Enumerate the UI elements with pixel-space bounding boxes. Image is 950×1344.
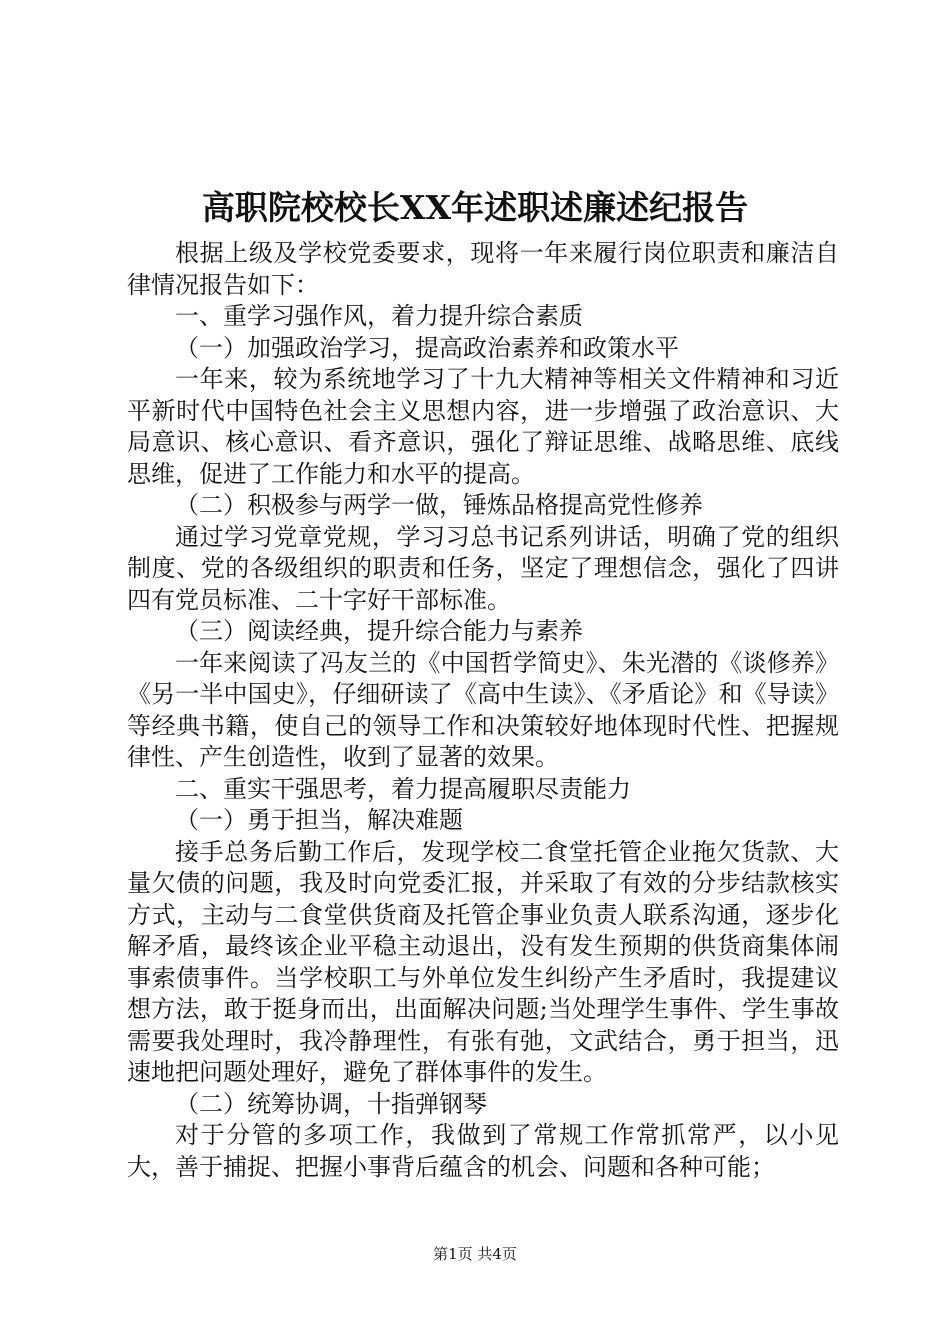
document-body bbox=[127, 238, 839, 1183]
subheading-1-2: （二）积极参与两学一做，锤炼品格提高党性修养 bbox=[175, 491, 703, 519]
page-footer: 第1页 共4页 bbox=[433, 1245, 517, 1263]
heading-section-1: 一、重学习强作风，着力提升综合素质 bbox=[175, 302, 583, 330]
subheading-2-1: （一）勇于担当，解决难题 bbox=[175, 806, 463, 834]
heading-section-2: 二、重实干强思考，着力提高履职尽责能力 bbox=[175, 774, 631, 803]
paragraph-2-2: 对于分管的多项工作，我做到了常规工作常抓常严，以小见大，善于捕捉、把握小事背后蕴含的机会、问题和各种可能； bbox=[127, 1121, 839, 1181]
subheading-1-1: （一）加强政治学习，提高政治素养和政策水平 bbox=[175, 333, 679, 362]
paragraph-2-1: 接手总务后勤工作后，发现学校二食堂托管企业拖欠货款、大量欠债的问题，我及时向党委汇报，并采取了有效的分步结款核实方式，主动与二食堂供货商及托管企事业负责人联系沟通，逐步化解矛盾，最终该企业平稳主动退出，没有发生预期的供货商集体闹事索债事件。当学校职工与外单位发生纠纷产生矛盾时，我提建议想方法，敢于挺身而出，出面解决问题;当处理学生事件、学生事故需要我处理时，我冷静理性，有张有弛，文武结合，勇于担当，迅速地把问题处理好，避免了群体事件的发生。 bbox=[127, 837, 839, 1086]
paragraph-1-3: 一年来阅读了冯友兰的《中国哲学简史》、朱光潜的《谈修养》《另一半中国史》，仔细研读了《高中生读》、《矛盾论》和《导读》等经典书籍，使自己的领导工作和决策较好地体现时代性、把握规律性、产生创造性，收到了显著的效果。 bbox=[127, 648, 839, 771]
subheading-2-2: （二）统筹协调，十指弹钢琴 bbox=[175, 1089, 487, 1118]
subheading-1-3: （三）阅读经典，提升综合能力与素养 bbox=[175, 617, 583, 645]
paragraph-intro: 根据上级及学校党委要求，现将一年来履行岗位职责和廉洁自律情况报告如下： bbox=[127, 239, 839, 299]
document-title: 高职院校校长XX年述职述廉述纪报告 bbox=[201, 188, 749, 227]
paragraph-1-2: 通过学习党章党规，学习习总书记系列讲话，明确了党的组织制度、党的各级组织的职责和任务，坚定了理想信念，强化了四讲四有党员标准、二十字好干部标准。 bbox=[127, 522, 839, 614]
paragraph-1-1: 一年来，较为系统地学习了十九大精神等相关文件精神和习近平新时代中国特色社会主义思想内容，进一步增强了政治意识、大局意识、核心意识、看齐意识，强化了辩证思维、战略思维、底线思维，促进了工作能力和水平的提高。 bbox=[127, 365, 839, 488]
